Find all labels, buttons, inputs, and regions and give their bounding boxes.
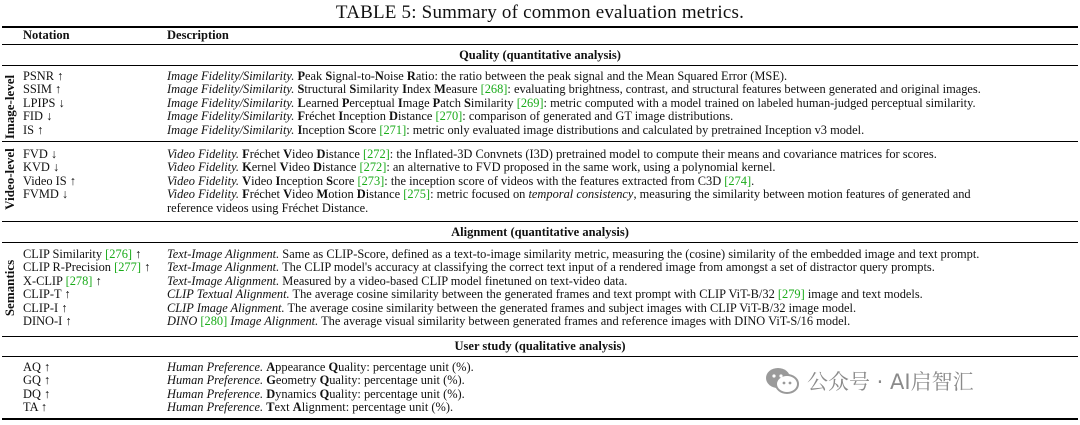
watermark-text: 公众号 · AI启智汇	[807, 370, 974, 394]
citation-link[interactable]: [272]	[359, 160, 387, 175]
notation-ta: TA ↑	[23, 400, 48, 415]
notation-video-is: Video IS ↑	[23, 173, 76, 188]
notation-fvd: FVD ↓	[23, 147, 58, 161]
citation-link[interactable]: [280]	[200, 313, 228, 328]
table-row	[0, 288, 1080, 301]
table-row	[0, 302, 1080, 315]
notation-is: IS ↑	[23, 122, 44, 137]
description-fid: Image Fidelity/Similarity. Fréchet Inception Distance [270]: comparison of generated and GT image distributions.	[167, 109, 734, 124]
description-video-is: Video Fidelity. Video Inception Score [273]: the inception score of videos with the features extracted from C3D [274].	[167, 173, 755, 188]
notation-fid: FID ↓	[23, 109, 53, 124]
description-clip-r-precision: Text-Image Alignment. The CLIP model's accuracy at classifying the correct text input of a rendered image from amongst a set of distractor query prompts.	[167, 260, 935, 275]
section-quality: Quality (quantitative analysis)	[459, 48, 621, 62]
notation-dino-i: DINO-I ↑	[23, 313, 72, 328]
table-row	[0, 175, 1080, 188]
notation-aq: AQ ↑	[23, 360, 51, 374]
bottom-rule	[2, 418, 1078, 420]
notation-kvd: KVD ↓	[23, 160, 60, 175]
table-row	[0, 83, 1080, 96]
citation-link[interactable]: [277]	[114, 260, 141, 275]
description-psnr: Image Fidelity/Similarity. Peak Signal-to-Noise Ratio: the ratio between the peak signal and the Mean Squared Error (MSE).	[167, 69, 788, 83]
notation-x-clip: X-CLIP [278] ↑	[23, 273, 102, 288]
description-clip-similarity: Text-Image Alignment. Same as CLIP-Score, defined as a text-to-image similarity metric, measuring the (cosine) similarity of the embedded image and text prompt.	[167, 247, 980, 261]
citation-link[interactable]: [272]	[362, 147, 390, 161]
quality-rule	[2, 65, 1078, 66]
notation-lpips: LPIPS ↓	[23, 95, 65, 110]
notation-clip-i: CLIP-I ↑	[23, 300, 68, 315]
citation-link[interactable]: [276]	[105, 247, 133, 261]
user-study-rule	[2, 356, 1078, 357]
watermark	[765, 363, 974, 399]
description-clip-t: CLIP Textual Alignment. The average cosine similarity between the generated frames and text prompt with CLIP ViT-B/32 [279] image and text models.	[167, 287, 923, 302]
description-ta: Human Preference. Text Alignment: percentage unit (%).	[167, 400, 454, 415]
category-video-level: Video-level	[2, 148, 17, 210]
divider	[2, 336, 1078, 337]
citation-link[interactable]: [273]	[357, 173, 385, 188]
alignment-rule	[2, 242, 1078, 243]
description-fvmd-continued: reference videos using Fréchet Distance.	[167, 200, 369, 215]
table-row	[0, 148, 1080, 161]
description-kvd: Video Fidelity. Kernel Video Distance [272]: an alternative to FVD proposed in the same work, using a polynomial kernel.	[167, 160, 776, 175]
description-gq: Human Preference. Geometry Quality: percentage unit (%).	[167, 373, 465, 388]
table-row	[0, 97, 1080, 110]
citation-link[interactable]: [269]	[516, 95, 544, 110]
table-row	[0, 188, 1080, 201]
notation-ssim: SSIM ↑	[23, 82, 62, 97]
video-level-group	[0, 148, 1080, 215]
table-row	[0, 261, 1080, 274]
divider	[2, 141, 1078, 142]
top-rule	[2, 26, 1078, 28]
notation-dq: DQ ↑	[23, 386, 51, 401]
table-row	[0, 275, 1080, 288]
citation-link[interactable]: [278]	[65, 273, 93, 288]
wechat-icon	[765, 366, 799, 396]
notation-clip-similarity: CLIP Similarity [276] ↑	[23, 247, 142, 261]
notation-gq: GQ ↑	[23, 373, 51, 388]
citation-link[interactable]: [279]	[777, 287, 805, 302]
table-caption: TABLE 5: Summary of common evaluation metrics.	[335, 2, 745, 23]
table-row	[0, 161, 1080, 174]
citation-link[interactable]: [270]	[435, 109, 463, 124]
header-notation: Notation	[23, 28, 70, 42]
category-semantics: Semantics	[2, 259, 17, 317]
description-fvmd: Video Fidelity. Fréchet Video Motion Distance [275]: metric focused on temporal consistency, measuring the similarity between motion features of generated and	[167, 187, 971, 202]
notation-clip-t: CLIP-T ↑	[23, 287, 71, 302]
section-alignment: Alignment (quantitative analysis)	[451, 225, 629, 239]
description-ssim: Image Fidelity/Similarity. Structural Similarity Index Measure [268]: evaluating brightness, contrast, and structural features between generated and original images.	[167, 82, 981, 97]
citation-link[interactable]: [268]	[480, 82, 508, 97]
image-level-group	[0, 70, 1080, 137]
table-row	[0, 202, 1080, 215]
header-description: Description	[167, 28, 229, 42]
citation-link[interactable]: [271]	[379, 122, 407, 137]
table-row	[0, 401, 1080, 414]
description-lpips: Image Fidelity/Similarity. Learned Perceptual Image Patch Similarity [269]: metric computed with a model trained on labeled human-judged perceptual similarity.	[167, 95, 976, 110]
description-fvd: Video Fidelity. Fréchet Video Distance [272]: the Inflated-3D Convnets (I3D) pretrained model to compute their means and covariance matrices for scores.	[167, 147, 937, 161]
citation-link[interactable]: [274]	[724, 173, 752, 188]
notation-psnr: PSNR ↑	[23, 69, 64, 83]
description-x-clip: Text-Image Alignment. Measured by a video-based CLIP model finetuned on text-video data.	[167, 273, 628, 288]
header-rule	[2, 44, 1078, 45]
table-row	[0, 70, 1080, 83]
category-image-level: Image-level	[2, 74, 17, 140]
semantics-group	[0, 248, 1080, 328]
citation-link[interactable]: [275]	[403, 187, 431, 202]
description-dino-i: DINO [280] Image Alignment. The average visual similarity between generated frames and reference images with DINO ViT-S/16 model.	[167, 313, 851, 328]
table-row	[0, 110, 1080, 123]
description-aq: Human Preference. Appearance Quality: percentage unit (%).	[167, 360, 474, 374]
notation-clip-r-precision: CLIP R-Precision [277] ↑	[23, 260, 151, 275]
notation-fvmd: FVMD ↓	[23, 187, 69, 202]
divider	[2, 221, 1078, 222]
table-row	[0, 315, 1080, 328]
table-row	[0, 248, 1080, 261]
section-user-study: User study (qualitative analysis)	[454, 339, 626, 353]
description-clip-i: CLIP Image Alignment. The average cosine similarity between the generated frames and subject images with CLIP ViT-B/32 image model.	[167, 300, 857, 315]
description-dq: Human Preference. Dynamics Quality: percentage unit (%).	[167, 386, 465, 401]
table-row	[0, 124, 1080, 137]
description-is: Image Fidelity/Similarity. Inception Score [271]: metric only evaluated image distributions and calculated by pretrained Inception v3 model.	[167, 122, 865, 137]
